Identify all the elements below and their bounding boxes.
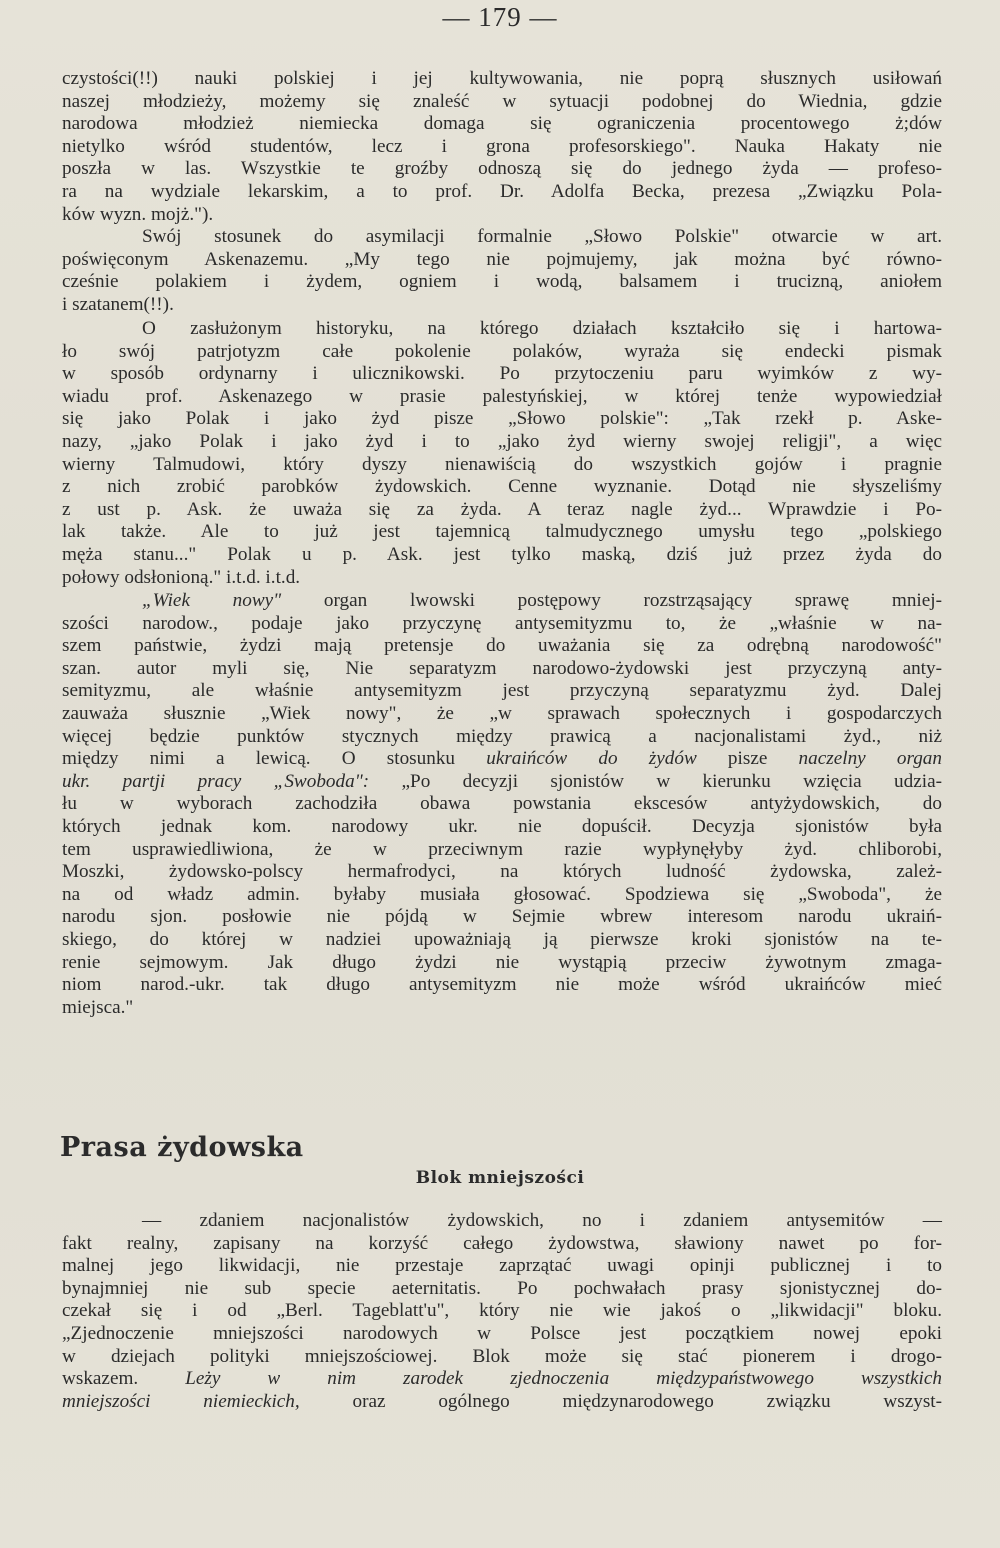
- text-line: między nimi a lewicą. O stosunku ukraińców do żydów pisze naczelny organ: [62, 748, 942, 770]
- text-line: ło swój patrjotyzm całe pokolenie polaków, wyraża się endecki pismak: [62, 340, 942, 362]
- text-line: malnej jego likwidacji, nie przestaje zaprzątać uwagi opinji publicznej i to: [62, 1255, 942, 1277]
- text-line: „Wiek nowy" organ lwowski postępowy rozstrząsający sprawę mniej-: [142, 590, 942, 611]
- text-line: których jednak kom. narodowy ukr. nie dopuścił. Decyzja sjonistów była: [62, 815, 942, 837]
- text-line: zauważa słusznie „Wiek nowy", że „w sprawach społecznych i gospodarczych: [62, 702, 942, 724]
- page-number: — 179 —: [442, 2, 558, 32]
- text-line: cześnie polakiem i żydem, ogniem i wodą, balsamem i trucizną, aniołem: [62, 271, 942, 293]
- text-line: wiadu prof. Askenazego w prasie palestyńskiej, w której tenże wypowiedział: [62, 385, 942, 407]
- text-line: niom narod.-ukr. tak długo antysemityzm nie może wśród ukraińców mieć: [62, 974, 942, 996]
- text-line: semityzmu, ale właśnie antysemityzm jest przyczyną separatyzmu żyd. Dalej: [62, 680, 942, 702]
- text-line: Moszki, żydowsko-polscy hermafrodyci, na których ludność żydowska, zależ-: [62, 861, 942, 883]
- text-line: „Zjednoczenie mniejszości narodowych w Polsce jest początkiem nowej epoki: [62, 1322, 942, 1344]
- text-line: ków wyzn. mojż.").: [62, 203, 214, 225]
- text-line: lak także. Ale to już jest tajemnicą talmudycznego umysłu tego „polskiego: [62, 521, 942, 543]
- text-line: i szatanem(!!).: [62, 293, 174, 315]
- section-heading: Prasa żydowska: [60, 1132, 304, 1163]
- text-line: O zasłużonym historyku, na którego działach kształciło się i hartowa-: [142, 318, 942, 339]
- text-line: na od władz admin. byłaby musiała głosować. Spodziewa się „Swoboda", że: [62, 883, 942, 905]
- text-line: szości narodow., podaje jako przyczynę antysemityzmu to, że „właśnie w na-: [62, 612, 942, 634]
- text-line: w dziejach polityki mniejszościowej. Blok może się stać pionerem i drogo-: [62, 1345, 942, 1367]
- text-line: się jako Polak i jako żyd pisze „Słowo polskie": „Tak rzekł p. Aske-: [62, 408, 942, 430]
- text-line: z ust p. Ask. że uważa się za żyda. A teraz nagle żyd... Wprawdzie i Po-: [62, 498, 942, 520]
- paragraph-continuation: [62, 68, 942, 226]
- text-line: w sposób ordynarny i ulicznikowski. Po przytoczeniu paru wyimków z wy-: [62, 363, 942, 385]
- text-line: wskazem. Leży w nim zarodek zjednoczenia międzypaństwowego wszystkich: [62, 1368, 942, 1390]
- section-subheading: Blok mniejszości: [415, 1168, 585, 1188]
- text-line: narodowa młodzież niemiecka domaga się ograniczenia procentowego ż;dów: [62, 113, 942, 135]
- paragraph-askenazy: [62, 318, 942, 589]
- text-line: wierny Talmudowi, który dyszy nienawiścią do wszystkich gojów i pragnie: [62, 453, 942, 475]
- text-line: miejsca.": [62, 996, 134, 1018]
- text-line: bynajmniej nie sub specie aeternitatis. Po pochwałach prasy sjonistycznej do-: [62, 1277, 942, 1299]
- text-line: ra na wydziale lekarskim, a to prof. Dr. Adolfa Becka, prezesa „Związku Pola-: [62, 180, 942, 202]
- text-line: szem państwie, żydzi mają pretensje do uważania się za odrębną narodowość": [62, 635, 942, 657]
- text-line: poszła w las. Wszystkie te groźby odnoszą się do jednego żyda — profeso-: [62, 158, 942, 180]
- text-line: z nich zrobić parobków żydowskich. Cenne wyznanie. Dotąd nie słyszeliśmy: [62, 476, 942, 498]
- text-line: męża stanu..." Polak u p. Ask. jest tylko maską, dziś już przez żyda do: [62, 543, 942, 565]
- italic-title: „Wiek nowy": [142, 590, 282, 611]
- text-line: skiego, do której w nadziei upoważniają ją pierwsze kroki sjonistów na te-: [62, 928, 942, 950]
- text-line: fakt realny, zapisany na korzyść całego żydowstwa, sławiony nawet po for-: [62, 1232, 942, 1254]
- text-line: nazy, „jako Polak i jako żyd i to „jako żyd wierny swojej religji", a więc: [62, 430, 942, 452]
- text-line: naszej młodzieży, możemy się znaleść w sytuacji podobnej do Wiednia, gdzie: [62, 90, 942, 112]
- text-line: — zdaniem nacjonalistów żydowskich, no i zdaniem antysemitów —: [142, 1210, 942, 1231]
- text-line: Swój stosunek do asymilacji formalnie „Słowo Polskie" otwarcie w art.: [142, 226, 942, 247]
- text-line: poświęconym Askenazemu. „My tego nie pojmujemy, jak można być równo-: [62, 248, 942, 270]
- paragraph-wiek-nowy: [62, 590, 942, 1019]
- text-line: czekał się i od „Berl. Tageblatt'u", który nie wie jakoś o „likwidacji" bloku.: [62, 1300, 942, 1322]
- paragraph-slowo-polskie: [62, 226, 942, 316]
- text-line: renie sejmowym. Jak długo żydzi nie wystąpią przeciw żywotnym zmaga-: [62, 951, 942, 973]
- text-line: tem usprawiedliwiona, że w przeciwnym razie wypłynęłyby żyd. chliborobi,: [62, 838, 942, 860]
- text-line: łu w wyborach zachodziła obawa powstania ekscesów antyżydowskich, do: [62, 793, 942, 815]
- text-line: więcej będzie punktów stycznych między prawicą a nacjonalistami żyd., niż: [62, 725, 942, 747]
- text-line: nietylko wśród studentów, lecz i grona profesorskiego". Nauka Hakaty nie: [62, 135, 942, 157]
- paragraph-blok-mniejszosci: [62, 1210, 942, 1413]
- text-line: narodu sjon. posłowie nie pójdą w Sejmie wbrew interesom narodu ukraiń-: [62, 906, 942, 928]
- text-line: ukr. partji pracy „Swoboda": „Po decyzji sjonistów w kierunku wzięcia udzia-: [62, 770, 942, 792]
- text-line: połowy odsłonioną." i.t.d. i.t.d.: [62, 566, 301, 588]
- text-line: czystości(!!) nauki polskiej i jej kultywowania, nie poprą słusznych usiłowań: [62, 68, 942, 89]
- text-line: mniejszości niemieckich, oraz ogólnego międzynarodowego związku wszyst-: [62, 1390, 943, 1412]
- text-line: szan. autor myli się, Nie separatyzm narodowo-żydowski jest przyczyną anty-: [62, 657, 942, 679]
